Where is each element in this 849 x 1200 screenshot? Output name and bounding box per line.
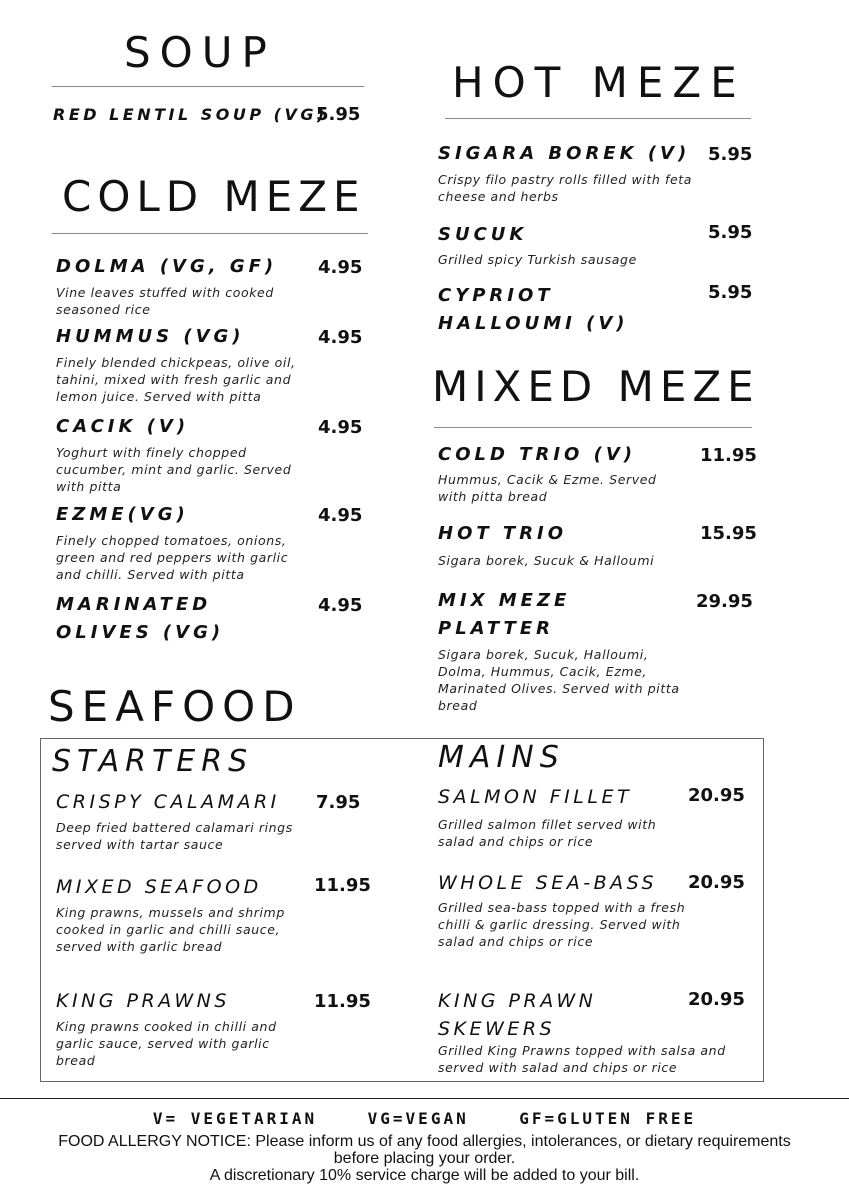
menu-item-description: Sigara borek, Sucuk, Halloumi, Dolma, Hummus, Cacik, Ezme, Marinated Olives. Served with pitta bread — [438, 647, 680, 713]
menu-item-name: SUCUK — [438, 224, 528, 245]
menu-item-description: Finely chopped tomatoes, onions, green and red peppers with garlic and chilli. Served with pitta — [56, 533, 289, 582]
hot-meze-divider — [445, 118, 751, 119]
menu-item-name: CRISPY CALAMARI — [56, 791, 280, 813]
menu-item-price: 11.95 — [700, 445, 757, 466]
menu-item-price: 5.95 — [708, 144, 753, 165]
menu-item-description: Sigara borek, Sucuk & Halloumi — [438, 553, 655, 568]
menu-item-name: SALMON FILLET — [438, 786, 633, 808]
menu-item-name: SIGARA BOREK (V) — [438, 143, 691, 164]
mains-heading: MAINS — [438, 740, 565, 775]
footer-divider — [0, 1098, 849, 1099]
menu-item-description: King prawns, mussels and shrimp cooked in garlic and chilli sauce, served with garlic bread — [56, 905, 285, 954]
menu-item-price: 29.95 — [696, 591, 753, 612]
seafood-heading: SEAFOOD — [48, 682, 302, 731]
service-charge-notice: A discretionary 10% service charge will be added to your bill. — [209, 1167, 640, 1184]
menu-item-name: MIXED SEAFOOD — [56, 876, 262, 898]
menu-item-name: COLD TRIO (V) — [438, 444, 636, 465]
menu-item-price: 5.95 — [316, 104, 361, 125]
menu-item-price: 4.95 — [318, 257, 363, 278]
menu-item-name: HUMMUS (VG) — [56, 326, 245, 347]
soup-heading: SOUP — [124, 28, 276, 77]
menu-item-price: 4.95 — [318, 417, 363, 438]
starters-heading: STARTERS — [52, 744, 254, 779]
menu-item-description: Vine leaves stuffed with cooked seasoned rice — [56, 285, 274, 317]
menu-item-price: 11.95 — [314, 991, 371, 1012]
menu-item-name: RED LENTIL SOUP (VG) — [53, 105, 328, 124]
menu-item-description: Grilled King Prawns topped with salsa and served with salad and chips or rice — [438, 1043, 726, 1075]
menu-item-name: DOLMA (VG, GF) — [56, 256, 278, 277]
menu-item-name: MIX MEZE PLATTER — [438, 590, 571, 639]
menu-item-description: Grilled sea-bass topped with a fresh chilli & garlic dressing. Served with salad and chips or rice — [438, 900, 686, 949]
menu-item-name: CYPRIOT HALLOUMI (V) — [438, 285, 629, 334]
menu-item-description: Grilled spicy Turkish sausage — [438, 252, 637, 267]
menu-item-name: WHOLE SEA-BASS — [438, 872, 658, 894]
menu-item-description: Hummus, Cacik & Ezme. Served with pitta bread — [438, 472, 657, 504]
menu-item-price: 4.95 — [318, 595, 363, 616]
cold-meze-heading: COLD MEZE — [62, 172, 366, 221]
menu-item-description: Yoghurt with finely chopped cucumber, mint and garlic. Served with pitta — [56, 445, 292, 494]
menu-item-name: KING PRAWNS — [56, 990, 230, 1012]
menu-item-price: 20.95 — [688, 785, 745, 806]
menu-item-name: CACIK (V) — [56, 416, 190, 437]
menu-item-price: 20.95 — [688, 989, 745, 1010]
cold-meze-divider — [52, 233, 368, 234]
menu-item-description: Grilled salmon fillet served with salad and chips or rice — [438, 817, 657, 849]
menu-item-description: Finely blended chickpeas, olive oil, tahini, mixed with fresh garlic and lemon juice. Served with pitta — [56, 355, 296, 404]
hot-meze-heading: HOT MEZE — [452, 58, 746, 107]
menu-item-price: 4.95 — [318, 505, 363, 526]
menu-item-name: KING PRAWN SKEWERS — [438, 990, 597, 1040]
menu-item-price: 20.95 — [688, 872, 745, 893]
menu-item-price: 7.95 — [316, 792, 361, 813]
dietary-legend: V= VEGETARIAN VG=VEGAN GF=GLUTEN FREE — [152, 1109, 697, 1128]
menu-item-price: 5.95 — [708, 222, 753, 243]
menu-item-price: 11.95 — [314, 875, 371, 896]
mixed-meze-divider — [434, 427, 752, 428]
menu-item-description: Deep fried battered calamari rings served with tartar sauce — [56, 820, 293, 852]
menu-item-name: EZME(VG) — [56, 504, 189, 525]
menu-item-description: Crispy filo pastry rolls filled with feta cheese and herbs — [438, 172, 693, 204]
allergy-notice-line-1: FOOD ALLERGY NOTICE: Please inform us of any food allergies, intolerances, or dietary requirements — [58, 1133, 791, 1150]
menu-item-description: King prawns cooked in chilli and garlic sauce, served with garlic bread — [56, 1019, 277, 1068]
menu-item-name: HOT TRIO — [438, 523, 568, 544]
menu-item-price: 15.95 — [700, 523, 757, 544]
menu-item-name: MARINATED OLIVES (VG) — [56, 594, 225, 643]
menu-item-price: 5.95 — [708, 282, 753, 303]
soup-divider — [52, 86, 364, 87]
mixed-meze-heading: MIXED MEZE — [432, 362, 760, 411]
allergy-notice-line-2: before placing your order. — [333, 1150, 516, 1167]
menu-item-price: 4.95 — [318, 327, 363, 348]
